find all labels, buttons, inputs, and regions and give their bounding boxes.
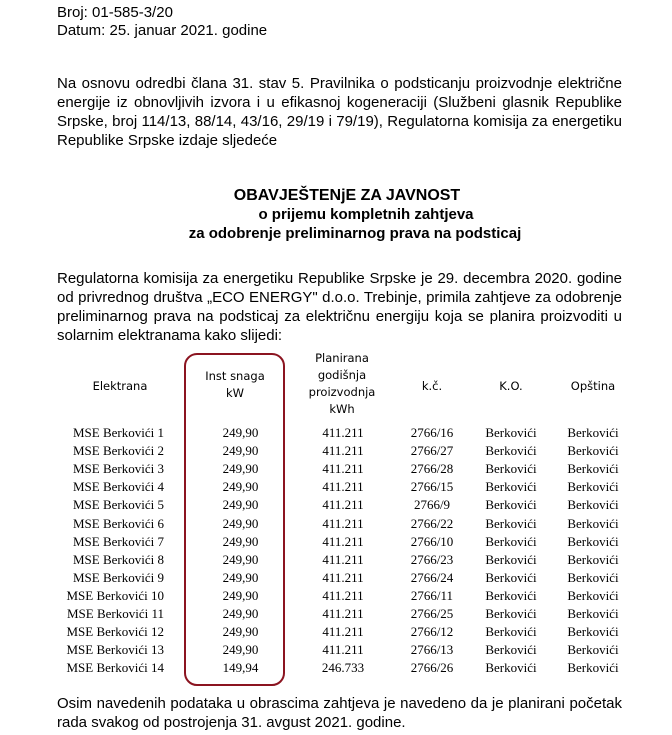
table-row: [0, 659, 672, 677]
cell-kc: 2766/24: [410, 569, 454, 585]
header-plant: Elektrana: [92, 379, 148, 393]
cell-ko: Berkovići: [485, 497, 537, 513]
cell-power: 249,90: [222, 425, 259, 440]
cell-production: 246.733: [321, 660, 365, 676]
cell-plant: MSE Berkovići 4: [73, 479, 164, 495]
cell-municipality: Berkovići: [567, 660, 619, 676]
cell-municipality: Berkovići: [567, 642, 619, 658]
notice-subtitle-1: o prijemu kompletnih zahtjeva: [258, 206, 474, 223]
cell-ko: Berkovići: [485, 624, 537, 640]
cell-plant: MSE Berkovići 9: [73, 569, 164, 585]
cell-plant: MSE Berkovići 5: [73, 497, 164, 513]
table-row: [0, 587, 672, 605]
cell-municipality: Berkovići: [567, 606, 619, 621]
cell-municipality: Berkovići: [567, 624, 619, 640]
cell-ko: Berkovići: [485, 443, 537, 459]
cell-kc: 2766/13: [410, 642, 454, 658]
body-paragraph: Regulatorna komisija za energetiku Republike Srpske je 29. decembra 2020. godine od privrednog društva „ECO ENERGY" d.o.o. Trebinje, primila zahtjeve za odobrenje preliminarnog prava na podsticaj za električnu energiju koja se planira proizvoditi u solarnim elektranama kako slijedi:: [57, 270, 622, 344]
cell-plant: MSE Berkovići 11: [66, 606, 164, 621]
document-number: Broj: 01-585-3/20: [57, 4, 173, 21]
cell-municipality: Berkovići: [567, 443, 619, 459]
table-row: [0, 569, 672, 587]
cell-plant: MSE Berkovići 14: [66, 660, 164, 676]
cell-plant: MSE Berkovići 2: [73, 443, 164, 459]
cell-ko: Berkovići: [485, 660, 537, 676]
cell-ko: Berkovići: [485, 461, 537, 477]
cell-power: 149,94: [222, 660, 259, 676]
cell-production: 411.211: [322, 569, 364, 585]
cell-ko: Berkovići: [485, 606, 537, 621]
table-row: [0, 551, 672, 569]
table-row: [0, 478, 672, 496]
header-power: Inst snaga kW: [205, 369, 265, 400]
cell-power: 249,90: [222, 624, 259, 640]
cell-plant: MSE Berkovići 12: [66, 624, 164, 640]
cell-municipality: Berkovići: [567, 569, 619, 585]
cell-power: 249,90: [222, 551, 259, 567]
cell-plant: MSE Berkovići 3: [73, 461, 164, 477]
cell-plant: MSE Berkovići 13: [66, 642, 164, 658]
cell-power: 249,90: [222, 461, 259, 477]
table-row: [0, 460, 672, 478]
intro-paragraph: Na osnovu odredbi člana 31. stav 5. Pravilnika o podsticanju proizvodnje električne energije iz obnovljivih izvora i u efikasnoj kogeneraciji (Službeni glasnik Republike Srpske, broj 114/13, 88/14, 43/16, 29/19 i 79/19), Regulatorna komisija za energetiku Republike Srpske izdaje sljedeće: [57, 75, 622, 149]
cell-kc: 2766/22: [410, 515, 454, 531]
header-kc: k.č.: [421, 379, 443, 393]
table-row: [0, 605, 672, 623]
cell-plant: MSE Berkovići 10: [66, 587, 164, 603]
cell-power: 249,90: [222, 479, 259, 495]
cell-plant: MSE Berkovići 1: [73, 425, 164, 440]
cell-kc: 2766/9: [413, 497, 451, 513]
cell-ko: Berkovići: [485, 569, 537, 585]
cell-production: 411.211: [322, 587, 364, 603]
cell-production: 411.211: [322, 606, 364, 621]
cell-power: 249,90: [222, 515, 259, 531]
table-row: [0, 515, 672, 533]
cell-kc: 2766/10: [410, 533, 454, 549]
cell-production: 411.211: [322, 461, 364, 477]
cell-municipality: Berkovići: [567, 425, 619, 440]
cell-power: 249,90: [222, 443, 259, 459]
header-municipality: Opština: [570, 379, 616, 393]
cell-ko: Berkovići: [485, 642, 537, 658]
cell-municipality: Berkovići: [567, 587, 619, 603]
cell-municipality: Berkovići: [567, 551, 619, 567]
cell-power: 249,90: [222, 606, 259, 621]
cell-municipality: Berkovići: [567, 461, 619, 477]
cell-kc: 2766/12: [410, 624, 454, 640]
cell-kc: 2766/23: [410, 551, 454, 567]
cell-kc: 2766/15: [410, 479, 454, 495]
cell-plant: MSE Berkovići 6: [73, 515, 164, 531]
header-production: Planirana godišnja proizvodnja kWh: [308, 351, 376, 416]
cell-ko: Berkovići: [485, 533, 537, 549]
cell-production: 411.211: [322, 497, 364, 513]
cell-municipality: Berkovići: [567, 533, 619, 549]
footer-paragraph: Osim navedenih podataka u obrascima zahtjeva je navedeno da je planirani početak rada svakog od postrojenja 31. avgust 2021. godine.: [57, 695, 622, 731]
notice-title-block: [0, 186, 672, 243]
cell-kc: 2766/11: [410, 587, 454, 603]
cell-plant: MSE Berkovići 8: [73, 551, 164, 567]
cell-kc: 2766/26: [410, 660, 454, 676]
cell-production: 411.211: [322, 515, 364, 531]
cell-power: 249,90: [222, 642, 259, 658]
table-row: [0, 533, 672, 551]
cell-kc: 2766/25: [410, 606, 454, 621]
power-column-highlight: [184, 353, 285, 686]
table-row: [0, 496, 672, 514]
cell-production: 411.211: [322, 533, 364, 549]
cell-plant: MSE Berkovići 7: [73, 533, 164, 549]
cell-production: 411.211: [322, 642, 364, 658]
table-row: [0, 424, 672, 442]
cell-power: 249,90: [222, 587, 259, 603]
cell-municipality: Berkovići: [567, 497, 619, 513]
cell-production: 411.211: [322, 425, 364, 440]
cell-kc: 2766/16: [410, 425, 454, 440]
notice-subtitle-2: za odobrenje preliminarnog prava na podsticaj: [188, 225, 522, 242]
cell-production: 411.211: [322, 479, 364, 495]
cell-production: 411.211: [322, 443, 364, 459]
table-row: [0, 623, 672, 641]
cell-production: 411.211: [322, 624, 364, 640]
cell-power: 249,90: [222, 497, 259, 513]
cell-production: 411.211: [322, 551, 364, 567]
cell-power: 249,90: [222, 569, 259, 585]
notice-title: OBAVJEŠTENjE ZA JAVNOST: [233, 187, 461, 204]
cell-municipality: Berkovići: [567, 515, 619, 531]
cell-ko: Berkovići: [485, 515, 537, 531]
cell-kc: 2766/27: [410, 443, 454, 459]
cell-power: 249,90: [222, 533, 259, 549]
table-row: [0, 442, 672, 460]
cell-ko: Berkovići: [485, 425, 537, 440]
cell-municipality: Berkovići: [567, 479, 619, 495]
cell-ko: Berkovići: [485, 479, 537, 495]
cell-ko: Berkovići: [485, 587, 537, 603]
cell-ko: Berkovići: [485, 551, 537, 567]
header-ko: K.O.: [499, 379, 523, 393]
cell-kc: 2766/28: [410, 461, 454, 477]
table-row: [0, 641, 672, 659]
document-date: Datum: 25. januar 2021. godine: [57, 22, 268, 39]
